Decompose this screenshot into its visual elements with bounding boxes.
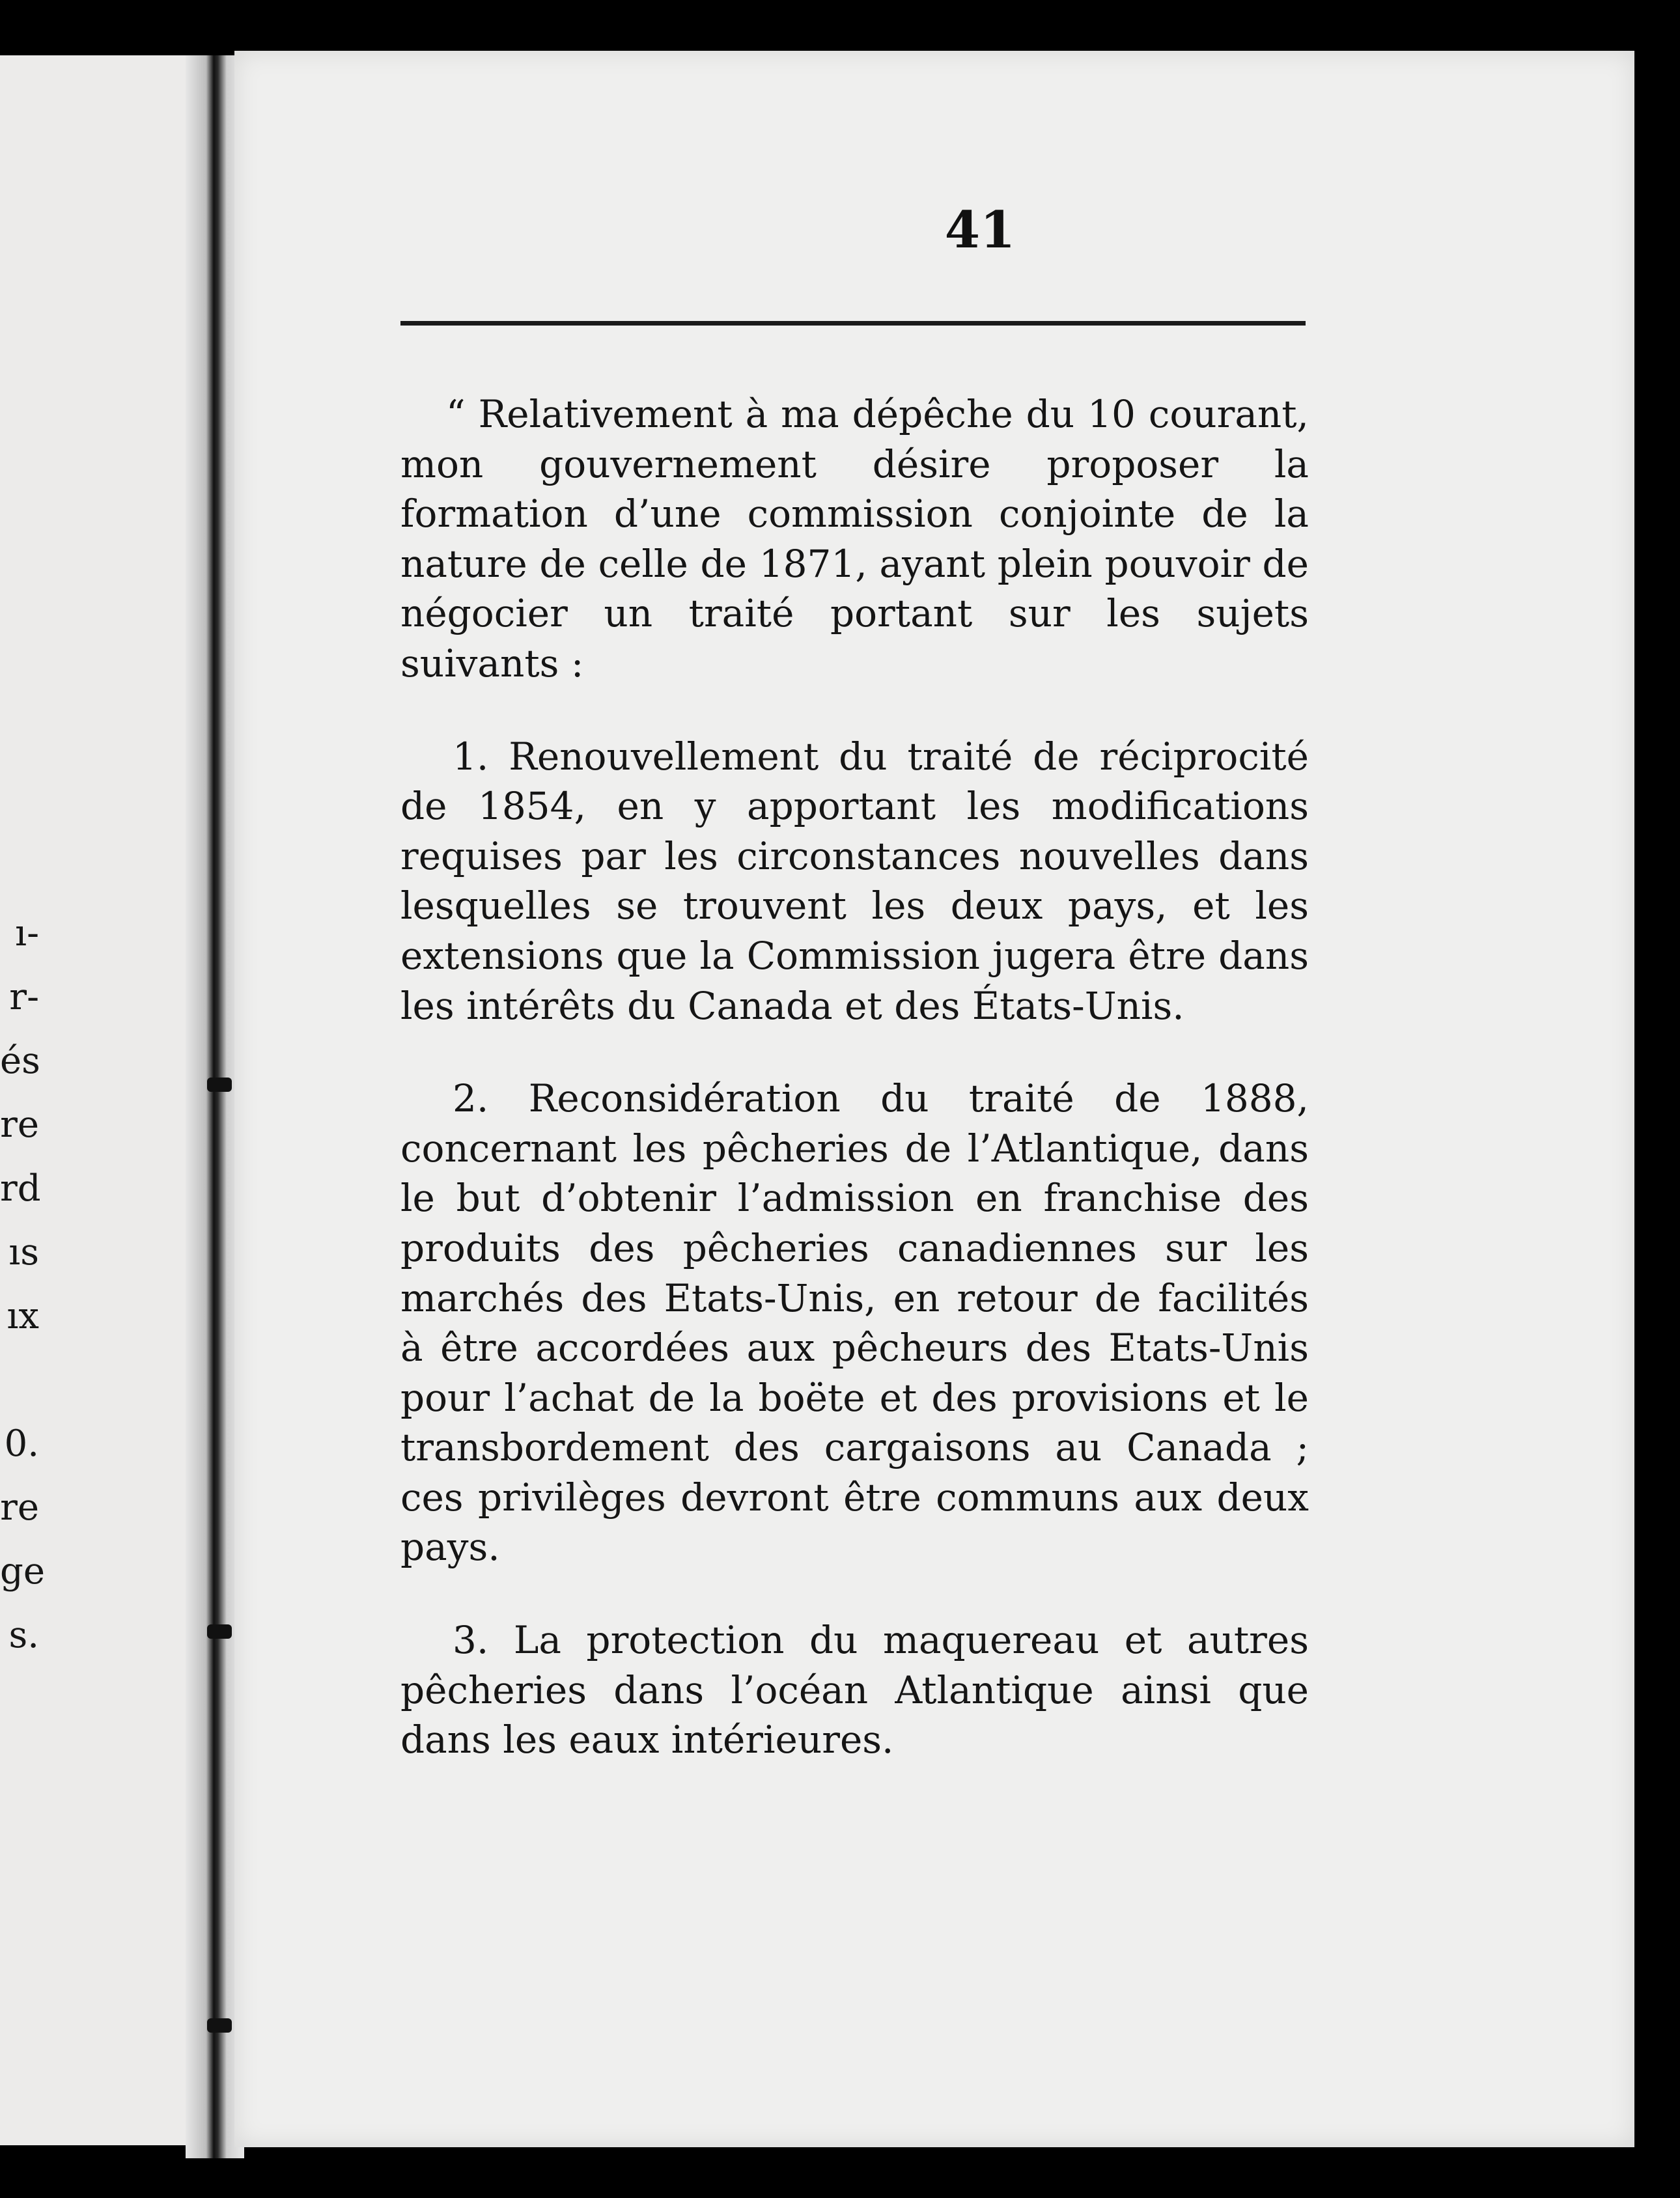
line-fragment: és xyxy=(0,1040,40,1082)
current-page xyxy=(234,51,1634,2147)
binding-stitch xyxy=(207,1624,232,1639)
paragraph-intro: “ Relativement à ma dépêche du 10 courant, mon gouvernement désire proposer la formation d’une commission conjointe de la nature de celle de 1871, ayant plein pouvoir de négocier un traité portant sur les sujets suivants : xyxy=(400,392,1309,686)
line-fragment xyxy=(0,1348,39,1412)
paragraph-item-3: 3. La protection du maquereau et autres pêcheries dans l’océan Atlantique ainsi que dans les eaux intérieures. xyxy=(400,1618,1309,1762)
header-rule xyxy=(400,321,1306,326)
line-fragment: 0. xyxy=(4,1423,39,1465)
line-fragment: re xyxy=(0,1486,39,1529)
page-number: 41 xyxy=(944,201,1016,260)
line-fragment: re xyxy=(0,1104,39,1146)
page-body xyxy=(400,389,1309,1765)
line-fragment: s. xyxy=(8,1614,39,1656)
paragraph-item-2: 2. Reconsidération du traité de 1888, concernant les pêcheries de l’Atlantique, dans le but d’obtenir l’admission en franchise des produits des pêcheries canadiennes sur les marchés des Etats-Unis, en retour de facilités à être accordées aux pêcheurs des Etats-Unis pour l’achat de la boëte et des provisions et le transbordement des cargaisons au Canada ; ces privilèges devront être communs aux deux pays. xyxy=(400,1076,1309,1570)
previous-page-line-endings xyxy=(0,902,45,1667)
line-fragment: rd xyxy=(0,1167,41,1210)
binding-stitch xyxy=(207,2018,232,2033)
line-fragment: ge xyxy=(0,1550,45,1593)
line-fragment: ıs xyxy=(8,1231,39,1273)
paragraph-item-1: 1. Renouvellement du traité de réciprocité de 1854, en y apportant les modifications requises par les circonstances nouvelles dans lesquelles se trouvent les deux pays, et les extensions que la Commission jugera être dans les intérêts du Canada et des États-Unis. xyxy=(400,734,1309,1028)
binding-stitch xyxy=(207,1078,232,1092)
line-fragment: ıx xyxy=(7,1295,39,1337)
line-fragment: r- xyxy=(9,976,39,1018)
line-fragment: ı- xyxy=(15,912,39,954)
